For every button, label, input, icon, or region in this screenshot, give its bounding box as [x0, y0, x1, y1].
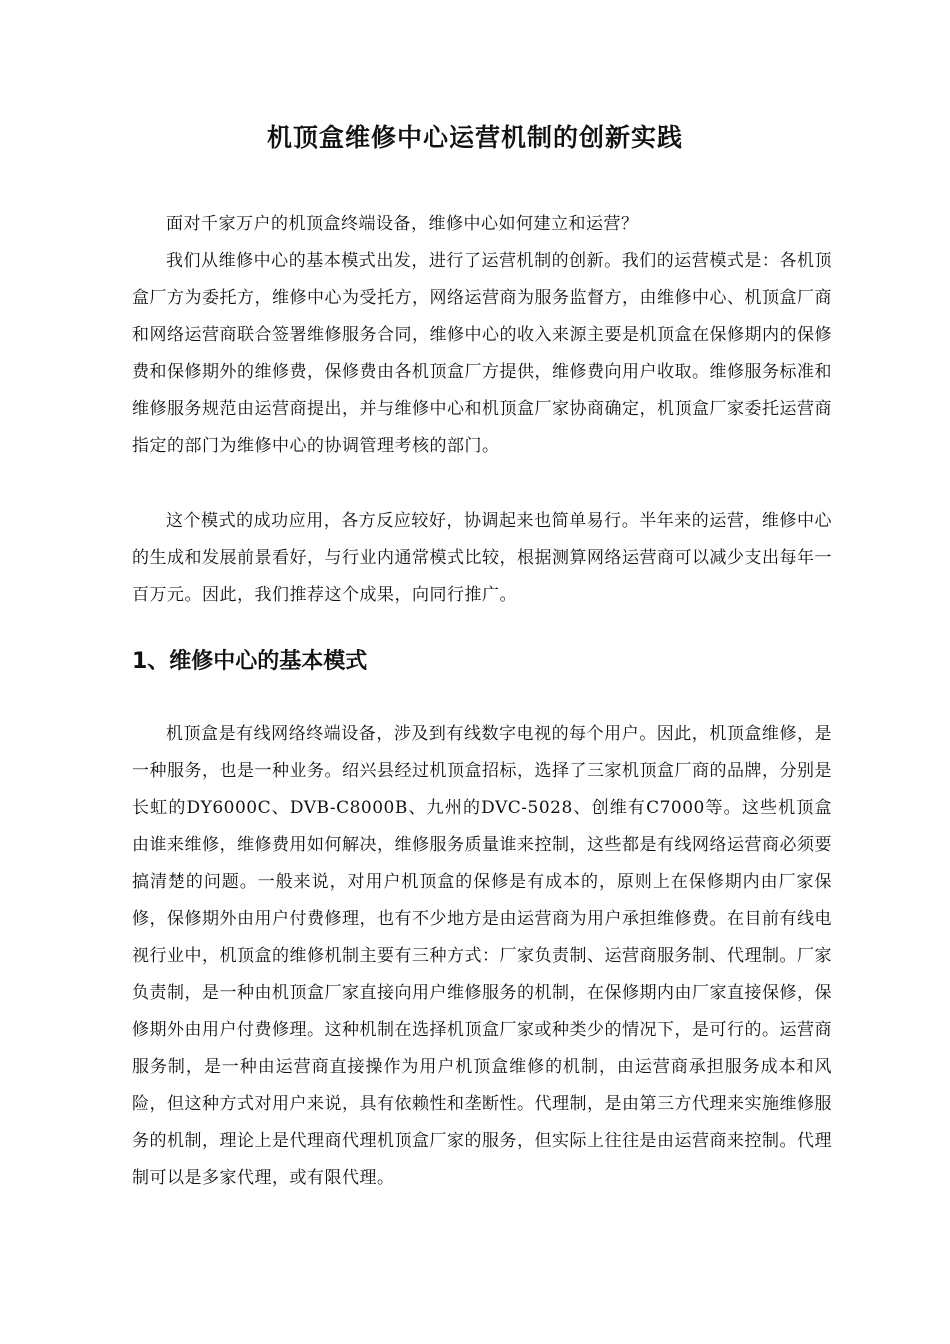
page-title: 机顶盒维修中心运营机制的创新实践: [266, 123, 683, 152]
section-heading-1: 1、维修中心的基本模式: [132, 649, 368, 674]
intro-paragraph-2: 我们从维修中心的基本模式出发，进行了运营机制的创新。我们的运营模式是：各机顶盒厂方为委托方，维修中心为受托方，网络运营商为服务监督方，由维修中心、机顶盒厂商和网络运营商联合签署维修服务合同，维修中心的收入来源主要是机顶盒在保修期内的保修费和保修期外的维修费，保修费由各机顶盒厂方提供，维修费向用户收取。维修服务标准和维修服务规范由运营商提出，并与维修中心和机顶盒厂家协商确定，机顶盒厂家委托运营商指定的部门为维修中心的协调管理考核的部门。: [132, 251, 832, 456]
section-1-body: 机顶盒是有线网络终端设备，涉及到有线数字电视的每个用户。因此，机顶盒维修，是一种服务，也是一种业务。绍兴县经过机顶盒招标，选择了三家机顶盒厂商的品牌，分别是长虹的DY6000C、DVB-C8000B、九州的DVC-5028、创维有C7000等。这些机顶盒由谁来维修，维修费用如何解决，维修服务质量谁来控制，这些都是有线网络运营商必须要搞清楚的问题。一般来说，对用户机顶盒的保修是有成本的，原则上在保修期内由厂家保修，保修期外由用户付费修理，也有不少地方是由运营商为用户承担维修费。在目前有线电视行业中，机顶盒的维修机制主要有三种方式：厂家负责制、运营商服务制、代理制。厂家负责制，是一种由机顶盒厂家直接向用户维修服务的机制，在保修期内由厂家直接保修，保修期外由用户付费修理。这种机制在选择机顶盒厂家或种类少的情况下，是可行的。运营商服务制，是一种由运营商直接操作为用户机顶盒维修的机制，由运营商承担服务成本和风险，但这种方式对用户来说，具有依赖性和垄断性。代理制，是由第三方代理来实施维修服务的机制，理论上是代理商代理机顶盒厂家的服务，但实际上往往是由运营商来控制。代理制可以是多家代理，或有限代理。: [132, 724, 832, 1188]
intro-paragraph-3: 这个模式的成功应用，各方反应较好，协调起来也简单易行。半年来的运营，维修中心的生成和发展前景看好，与行业内通常模式比较，根据测算网络运营商可以减少支出每年一百万元。因此，我们推荐这个成果，向同行推广。: [132, 511, 832, 605]
intro-paragraph-1: 面对千家万户的机顶盒终端设备，维修中心如何建立和运营？: [166, 214, 639, 234]
